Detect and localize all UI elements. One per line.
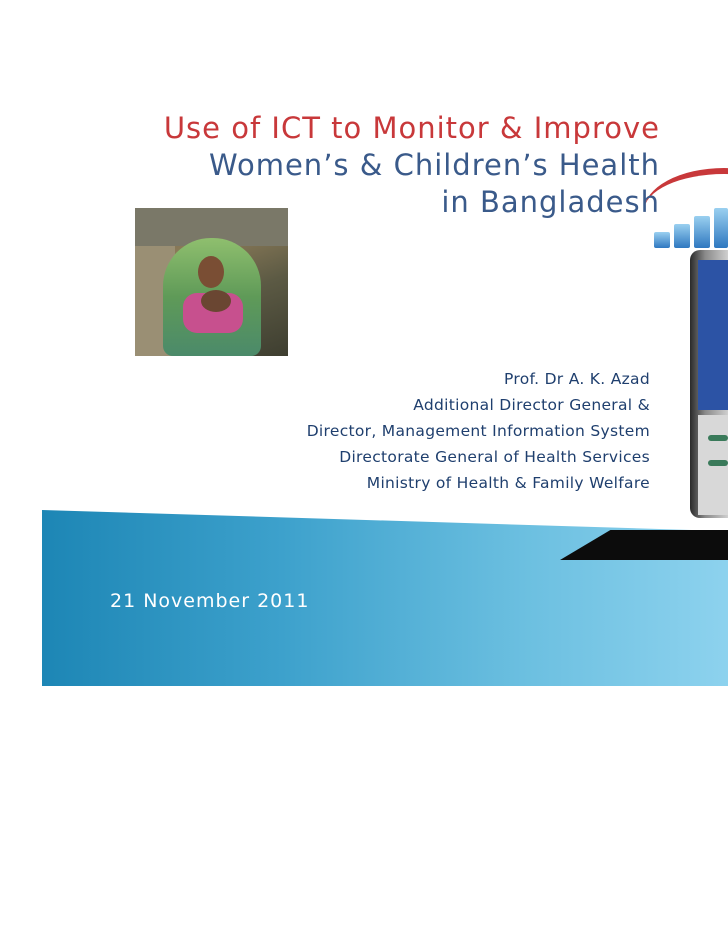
mother-child-photo: [135, 208, 288, 356]
presenter-ministry: Ministry of Health & Family Welfare: [366, 474, 650, 492]
logo-bar: [654, 232, 670, 248]
logo-bar: [674, 224, 690, 248]
logo-bar: [694, 216, 710, 248]
slide-title: [164, 110, 660, 221]
presenter-org: Directorate General of Health Services: [339, 448, 650, 466]
logo-bar: [714, 208, 728, 248]
presenter-role-2: Director, Management Information System: [306, 422, 650, 440]
phone-keypad: [698, 415, 728, 515]
title-line-3: in Bangladesh: [441, 185, 660, 219]
phone-screen: [698, 260, 728, 410]
photo-face: [198, 256, 224, 288]
mobile-phone-image: [690, 250, 728, 518]
phone-key: [708, 435, 728, 441]
presenter-role-1: Additional Director General &: [413, 396, 650, 414]
photo-baby: [201, 290, 231, 312]
presentation-date: 21 November 2011: [110, 590, 310, 612]
title-line-1: Use of ICT to Monitor & Improve: [163, 111, 660, 145]
phone-key: [708, 460, 728, 466]
presenter-block: [307, 366, 650, 496]
presenter-name: Prof. Dr A. K. Azad: [504, 370, 650, 388]
title-line-2: Women’s & Children’s Health: [209, 148, 660, 182]
